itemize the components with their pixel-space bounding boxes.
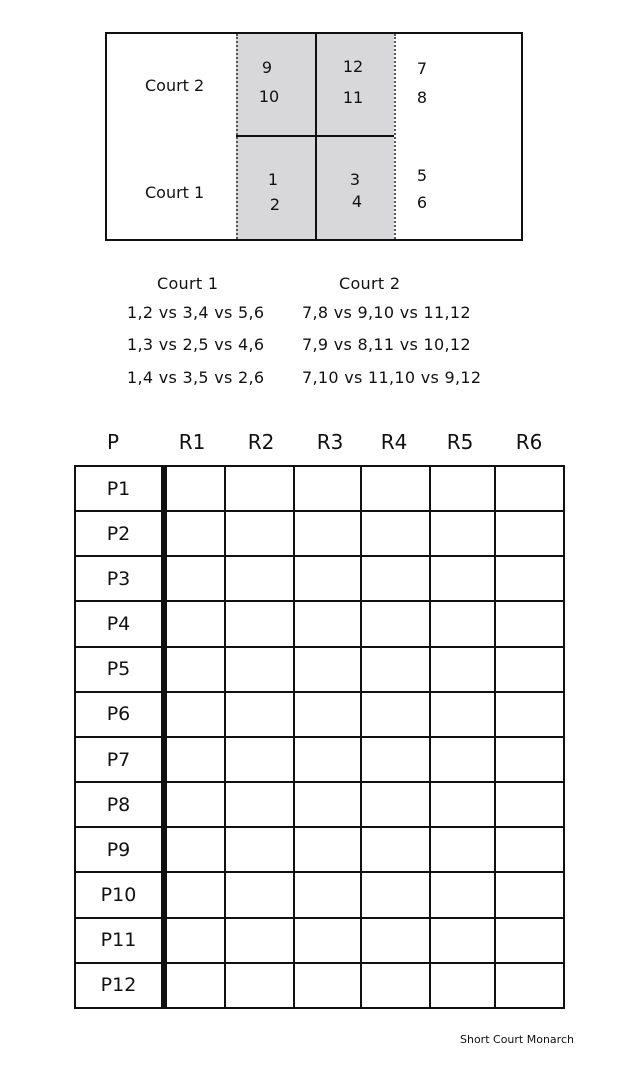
position-number: 12 — [342, 57, 364, 76]
score-cell[interactable] — [164, 556, 225, 601]
court-diagram — [105, 32, 523, 241]
player-label: P6 — [75, 692, 164, 737]
score-cell[interactable] — [225, 466, 294, 511]
score-cell[interactable] — [361, 872, 430, 917]
score-cell[interactable] — [495, 782, 564, 827]
score-cell[interactable] — [294, 737, 361, 782]
score-cell[interactable] — [430, 872, 495, 917]
score-cell[interactable] — [294, 466, 361, 511]
score-cell[interactable] — [225, 647, 294, 692]
score-cell[interactable] — [430, 647, 495, 692]
court-divider-line — [236, 135, 394, 137]
score-cell[interactable] — [225, 963, 294, 1008]
table-row — [75, 737, 564, 782]
score-cell[interactable] — [495, 872, 564, 917]
score-cell[interactable] — [164, 511, 225, 556]
score-cell[interactable] — [430, 466, 495, 511]
score-cell[interactable] — [225, 827, 294, 872]
score-cell[interactable] — [361, 963, 430, 1008]
position-number: 9 — [261, 58, 273, 77]
score-cell[interactable] — [430, 556, 495, 601]
position-number: 11 — [342, 88, 364, 107]
header-round: R5 — [446, 430, 474, 454]
table-row — [75, 872, 564, 917]
score-cell[interactable] — [164, 647, 225, 692]
player-label: P10 — [75, 872, 164, 917]
score-cell[interactable] — [361, 647, 430, 692]
table-row — [75, 601, 564, 646]
score-cell[interactable] — [225, 782, 294, 827]
header-round: R3 — [316, 430, 344, 454]
score-cell[interactable] — [430, 963, 495, 1008]
score-cell[interactable] — [430, 782, 495, 827]
header-round: R1 — [178, 430, 206, 454]
table-row — [75, 918, 564, 963]
court2-label: Court 2 — [145, 76, 205, 95]
score-cell[interactable] — [294, 963, 361, 1008]
score-cell[interactable] — [361, 737, 430, 782]
score-cell[interactable] — [495, 918, 564, 963]
score-cell[interactable] — [294, 511, 361, 556]
score-cell[interactable] — [164, 692, 225, 737]
score-cell[interactable] — [164, 737, 225, 782]
score-cell[interactable] — [361, 601, 430, 646]
court2-round: 7,9 vs 8,11 vs 10,12 — [302, 335, 471, 354]
score-cell[interactable] — [361, 782, 430, 827]
header-round: R2 — [247, 430, 275, 454]
table-row — [75, 963, 564, 1008]
score-cell[interactable] — [495, 601, 564, 646]
score-cell[interactable] — [164, 782, 225, 827]
score-grid — [74, 465, 565, 1009]
score-cell[interactable] — [294, 647, 361, 692]
score-cell[interactable] — [495, 827, 564, 872]
player-label: P9 — [75, 827, 164, 872]
position-number: 4 — [351, 192, 363, 211]
score-cell[interactable] — [361, 827, 430, 872]
dotted-line-right — [394, 34, 396, 239]
player-label: P3 — [75, 556, 164, 601]
score-cell[interactable] — [164, 827, 225, 872]
score-cell[interactable] — [430, 737, 495, 782]
table-row — [75, 782, 564, 827]
score-cell[interactable] — [225, 511, 294, 556]
score-cell[interactable] — [164, 918, 225, 963]
player-label: P7 — [75, 737, 164, 782]
header-round: R6 — [515, 430, 543, 454]
score-cell[interactable] — [361, 466, 430, 511]
score-cell[interactable] — [430, 827, 495, 872]
score-cell[interactable] — [495, 737, 564, 782]
score-cell[interactable] — [495, 556, 564, 601]
score-cell[interactable] — [495, 963, 564, 1008]
score-cell[interactable] — [294, 827, 361, 872]
court2-schedule-title: Court 2 — [339, 274, 401, 293]
score-cell[interactable] — [361, 918, 430, 963]
position-number: 8 — [416, 88, 428, 107]
score-cell[interactable] — [361, 511, 430, 556]
position-number: 7 — [416, 59, 428, 78]
position-number: 3 — [349, 170, 361, 189]
score-cell[interactable] — [294, 692, 361, 737]
position-number: 6 — [416, 193, 428, 212]
court2-round: 7,8 vs 9,10 vs 11,12 — [302, 303, 471, 322]
score-cell[interactable] — [430, 918, 495, 963]
court1-schedule-title: Court 1 — [157, 274, 219, 293]
score-cell[interactable] — [164, 601, 225, 646]
score-cell[interactable] — [225, 918, 294, 963]
table-row — [75, 827, 564, 872]
court1-round: 1,2 vs 3,4 vs 5,6 — [127, 303, 265, 322]
player-label: P11 — [75, 918, 164, 963]
position-number: 2 — [269, 195, 281, 214]
score-cell[interactable] — [164, 963, 225, 1008]
score-cell[interactable] — [294, 872, 361, 917]
header-round: R4 — [380, 430, 408, 454]
score-cell[interactable] — [495, 647, 564, 692]
position-number: 10 — [258, 87, 280, 106]
player-label: P2 — [75, 511, 164, 556]
score-cell[interactable] — [294, 782, 361, 827]
score-cell[interactable] — [164, 872, 225, 917]
score-cell[interactable] — [495, 511, 564, 556]
court2-round: 7,10 vs 11,10 vs 9,12 — [302, 368, 482, 387]
header-player: P — [106, 430, 120, 454]
score-cell[interactable] — [225, 601, 294, 646]
score-cell[interactable] — [294, 918, 361, 963]
footer-title: Short Court Monarch — [460, 1033, 574, 1046]
table-row — [75, 647, 564, 692]
score-cell[interactable] — [225, 692, 294, 737]
score-cell[interactable] — [430, 511, 495, 556]
score-cell[interactable] — [164, 466, 225, 511]
score-cell[interactable] — [225, 556, 294, 601]
position-number: 1 — [267, 170, 279, 189]
player-label: P8 — [75, 782, 164, 827]
score-cell[interactable] — [294, 556, 361, 601]
score-cell[interactable] — [430, 601, 495, 646]
court1-round: 1,4 vs 3,5 vs 2,6 — [127, 368, 265, 387]
score-cell[interactable] — [225, 872, 294, 917]
position-number: 5 — [416, 166, 428, 185]
score-cell[interactable] — [361, 556, 430, 601]
player-label: P12 — [75, 963, 164, 1008]
score-cell[interactable] — [495, 466, 564, 511]
score-cell[interactable] — [430, 692, 495, 737]
table-row — [75, 692, 564, 737]
player-label: P1 — [75, 466, 164, 511]
score-cell[interactable] — [361, 692, 430, 737]
score-cell[interactable] — [294, 601, 361, 646]
table-row — [75, 466, 564, 511]
table-row — [75, 511, 564, 556]
score-cell[interactable] — [225, 737, 294, 782]
court1-round: 1,3 vs 2,5 vs 4,6 — [127, 335, 265, 354]
score-cell[interactable] — [495, 692, 564, 737]
player-label: P4 — [75, 601, 164, 646]
player-label: P5 — [75, 647, 164, 692]
court1-label: Court 1 — [145, 183, 205, 202]
table-row — [75, 556, 564, 601]
